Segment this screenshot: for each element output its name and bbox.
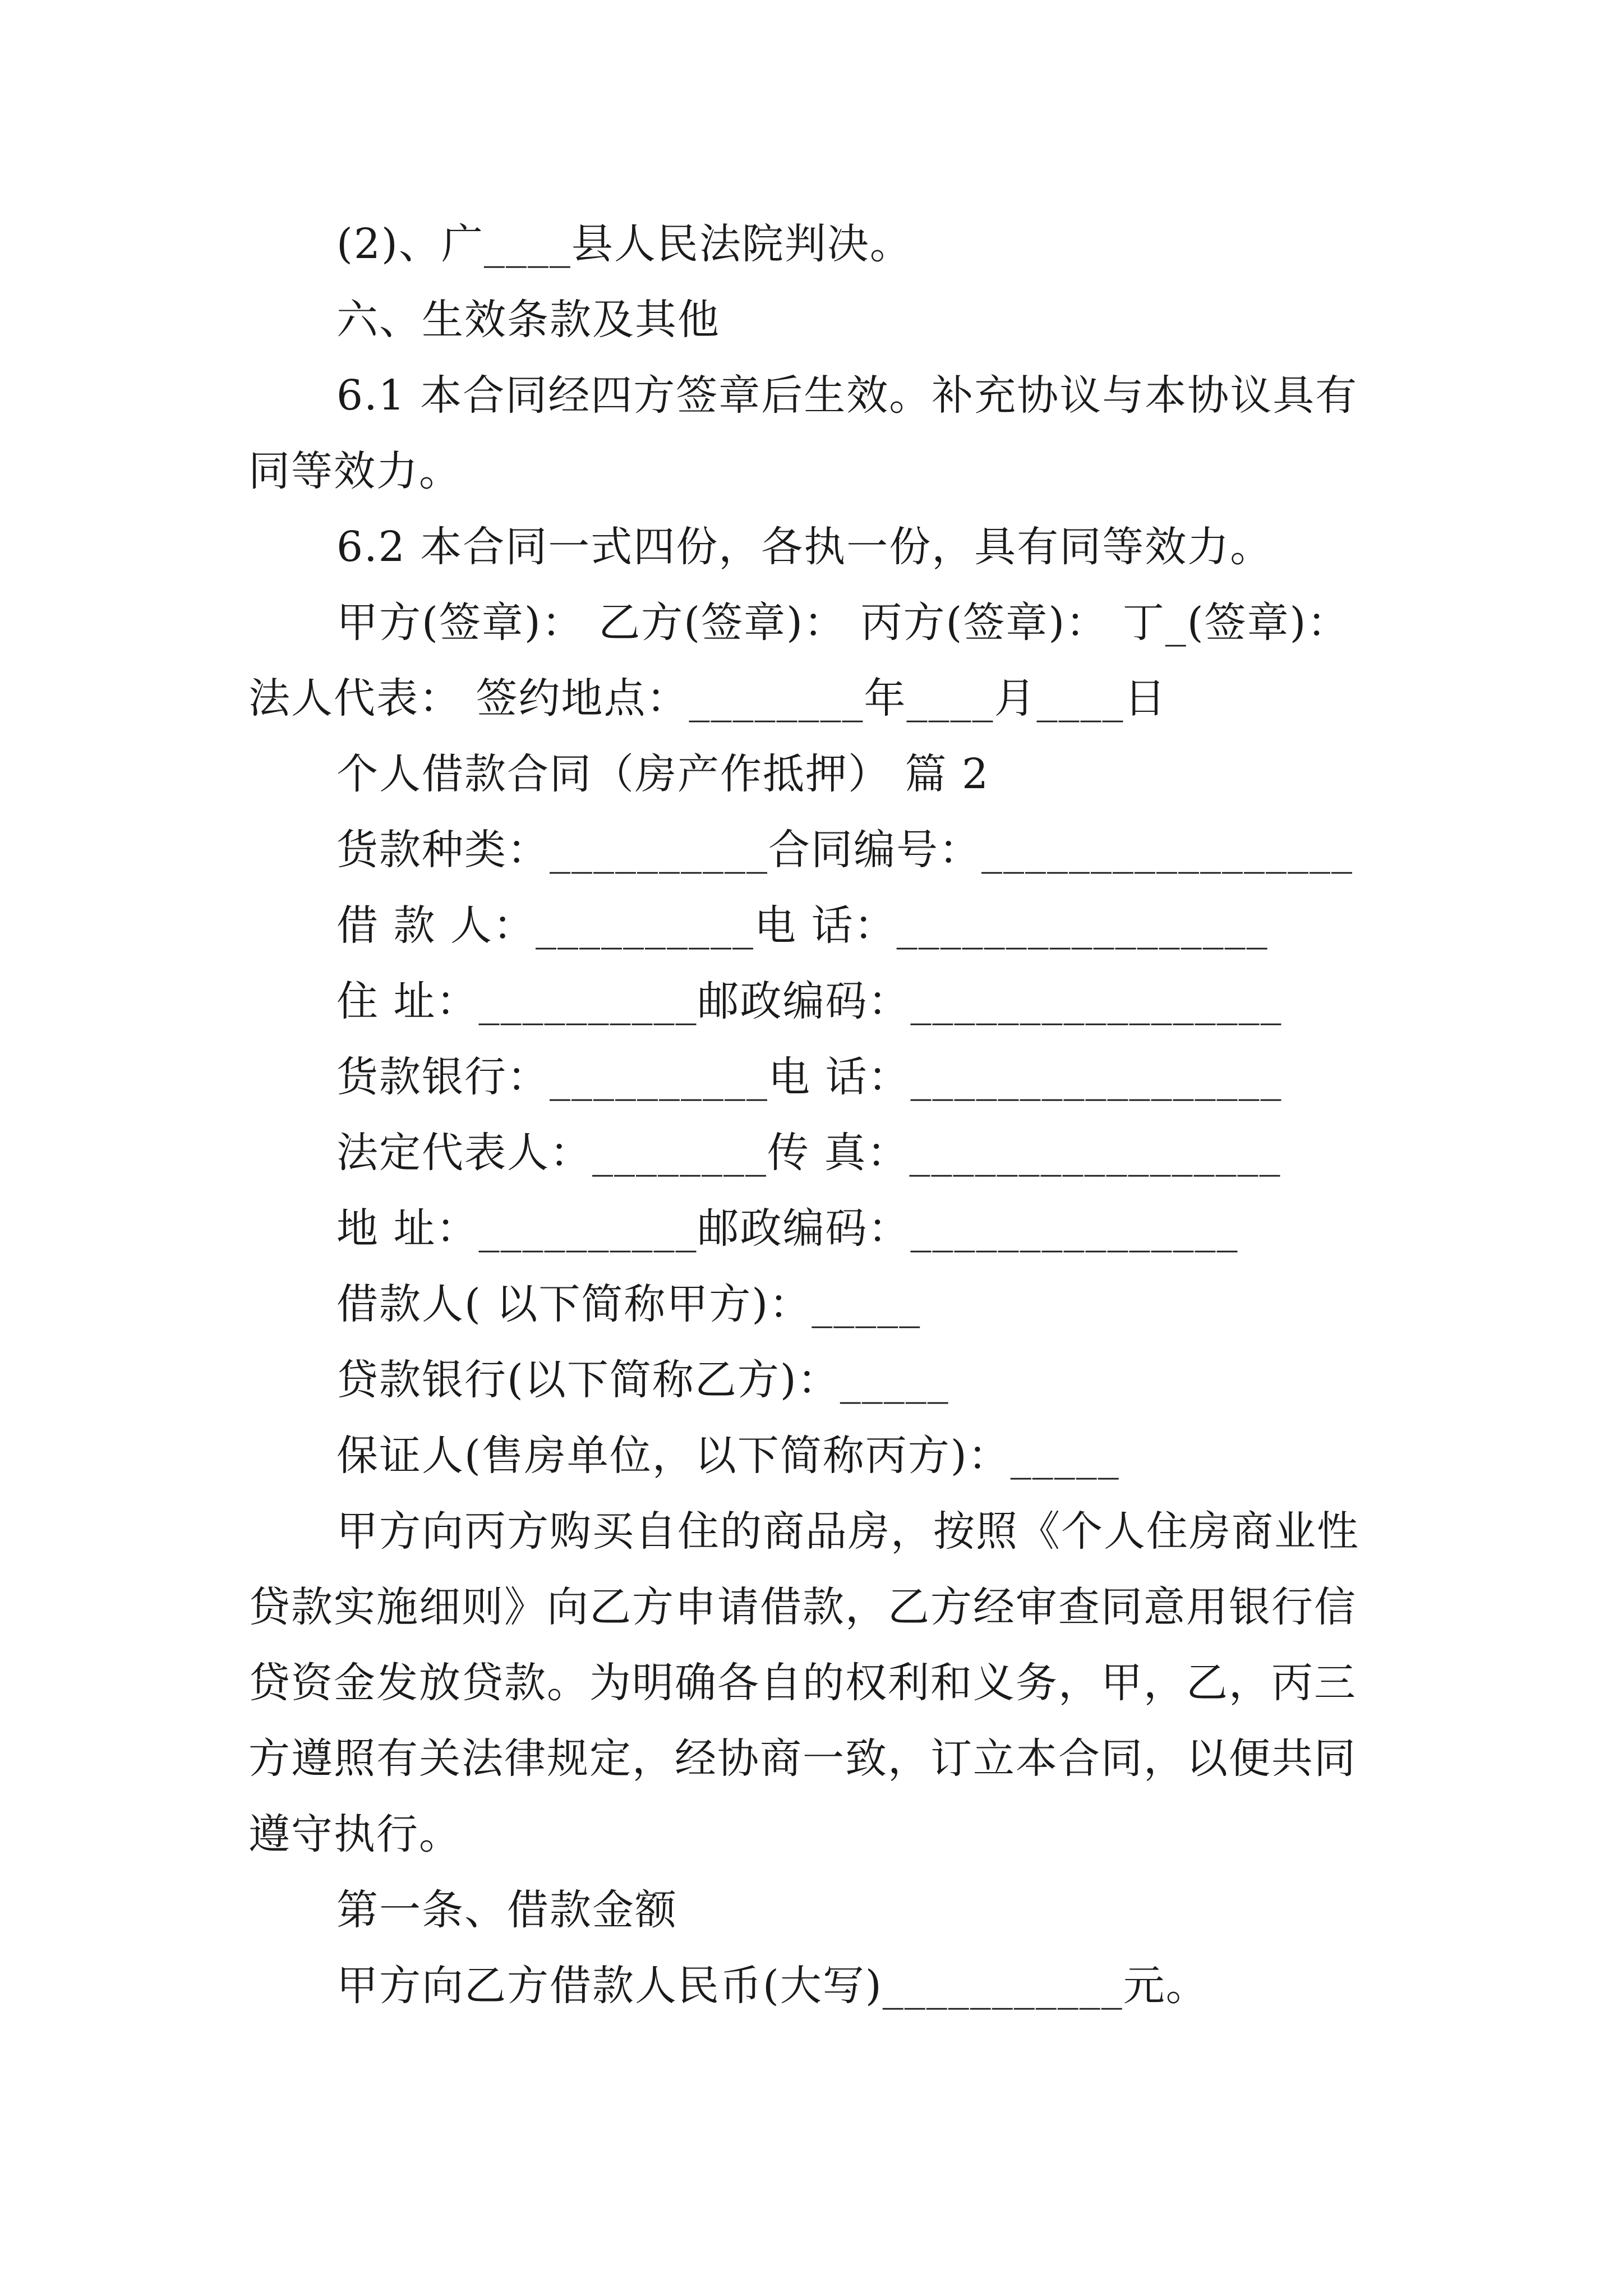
article-heading: 第一条、借款金额: [336, 1886, 677, 1934]
paragraph-line: 甲方向丙方购买自住的商品房，按照《个人住房商业性: [336, 1507, 1359, 1556]
paragraph-line: 贷资金发放贷款。为明确各自的权利和义务，甲，乙，丙三: [248, 1659, 1357, 1707]
text-line: 6.2 本合同一式四份，各执一份，具有同等效力。: [336, 523, 1273, 571]
text-line: 6.1 本合同经四方签章后生效。补充协议与本协议具有: [336, 371, 1358, 420]
form-field-line: 保证人(售房单位，以下简称丙方)：_____: [336, 1432, 1120, 1480]
text-line: 同等效力。: [248, 447, 462, 495]
form-field-line: 住 址：__________邮政编码：_________________: [336, 977, 1283, 1025]
contract-title: 个人借款合同（房产作抵押） 篇 2: [336, 750, 990, 798]
form-field-line: 地 址：__________邮政编码：_______________: [336, 1204, 1239, 1253]
signature-line: 甲方(签章)： 乙方(签章)： 丙方(签章)： 丁_(签章)：: [336, 599, 1350, 647]
text-line: (2)、广____县人民法院判决。: [336, 220, 912, 268]
form-field-line: 货款银行：__________电 话：_________________: [336, 1053, 1283, 1101]
form-field-line: 法定代表人：________传 真：_________________: [336, 1129, 1281, 1177]
form-field-line: 货款种类：__________合同编号：_________________: [336, 826, 1353, 874]
signature-line: 法人代表： 签约地点：________年____月____日: [248, 674, 1167, 723]
form-field-line: 借 款 人：__________电 话：_________________: [336, 901, 1269, 950]
paragraph-line: 贷款实施细则》向乙方申请借款，乙方经审查同意用银行信: [248, 1583, 1357, 1631]
paragraph-line: 遵守执行。: [248, 1810, 462, 1858]
form-field-line: 贷款银行(以下简称乙方)：_____: [336, 1356, 949, 1404]
form-field-line: 借款人( 以下简称甲方)：_____: [336, 1280, 921, 1328]
section-heading: 六、生效条款及其他: [336, 296, 720, 344]
text-line: 甲方向乙方借款人民币(大写)___________元。: [336, 1962, 1209, 2010]
paragraph-line: 方遵照有关法律规定，经协商一致，订立本合同，以便共同: [248, 1734, 1357, 1783]
